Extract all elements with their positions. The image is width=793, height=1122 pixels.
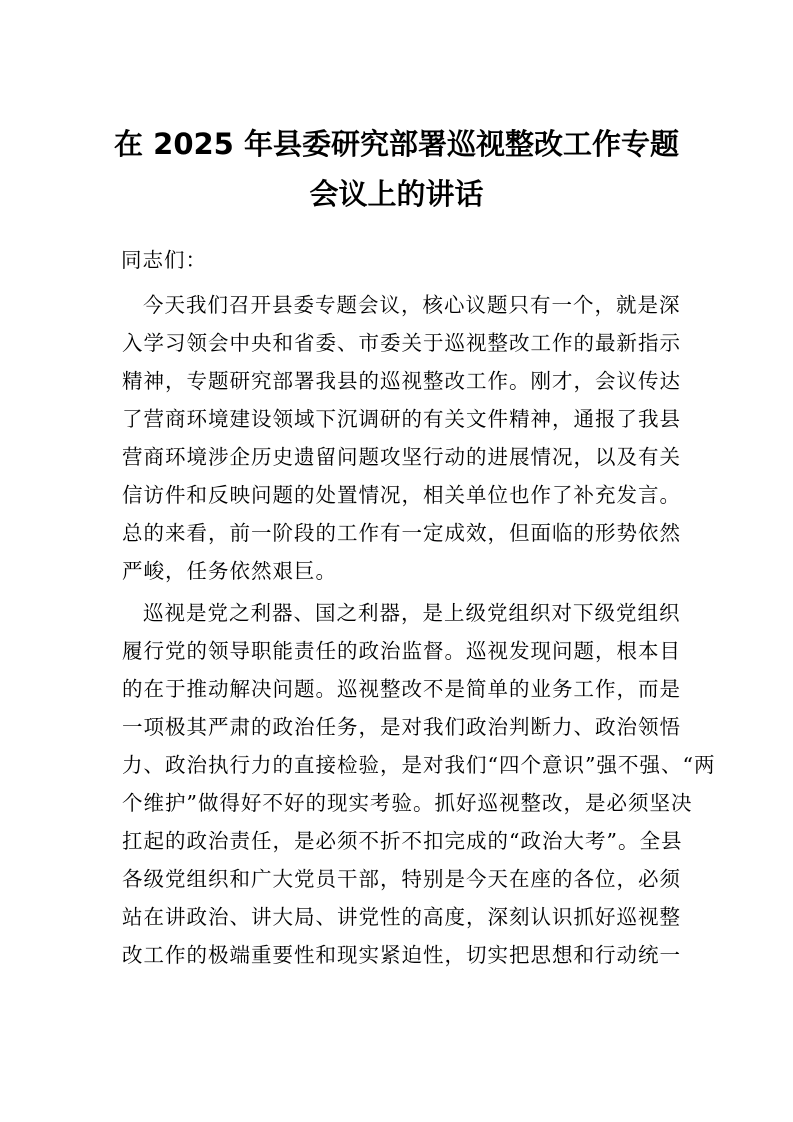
- paragraph-1-line: 今天我们召开县委专题会议，核心议题只有一个，就是深: [143, 293, 681, 317]
- paragraph-1-line: 总的来看，前一阶段的工作有一定成效，但面临的形势依然: [122, 521, 681, 545]
- paragraph-1-line: 精神，专题研究部署我县的巡视整改工作。刚才，会议传达: [122, 369, 681, 393]
- paragraph-1-line: 了营商环境建设领域下沉调研的有关文件精神，通报了我县: [122, 407, 681, 431]
- paragraph-2-line: 巡视是党之利器、国之利器，是上级党组织对下级党组织: [143, 601, 681, 625]
- document-title-line-2: 会议上的讲话: [309, 177, 484, 211]
- paragraph-2-line: 履行党的领导职能责任的政治监督。巡视发现问题，根本目: [122, 639, 681, 663]
- paragraph-1-line: 营商环境涉企历史遗留问题攻坚行动的进展情况，以及有关: [122, 445, 681, 469]
- paragraph-1-line: 严峻，任务依然艰巨。: [122, 559, 337, 583]
- paragraph-2-line: 各级党组织和广大党员干部，特别是今天在座的各位，必须: [122, 867, 681, 891]
- paragraph-2-line: 站在讲政治、讲大局、讲党性的高度，深刻认识抓好巡视整: [122, 905, 681, 929]
- paragraph-2-line: 改工作的极端重要性和现实紧迫性，切实把思想和行动统一: [122, 943, 681, 967]
- paragraph-2-line: 扛起的政治责任，是必须不折不扣完成的“政治大考”。全县: [122, 829, 683, 853]
- paragraph-2-line: 个维护”做得好不好的现实考验。抓好巡视整改，是必须坚决: [122, 791, 693, 815]
- paragraph-2-line: 的在于推动解决问题。巡视整改不是简单的业务工作，而是: [122, 677, 681, 701]
- paragraph-2-line: 一项极其严肃的政治任务，是对我们政治判断力、政治领悟: [122, 715, 681, 739]
- paragraph-1-line: 入学习领会中央和省委、市委关于巡视整改工作的最新指示: [122, 331, 681, 355]
- document-title-line-1: 在 2025 年县委研究部署巡视整改工作专题: [114, 127, 679, 161]
- paragraph-2-line: 力、政治执行力的直接检验，是对我们“四个意识”强不强、“两: [122, 753, 716, 777]
- salutation: 同志们：: [121, 248, 207, 272]
- paragraph-1-line: 信访件和反映问题的处置情况，相关单位也作了补充发言。: [122, 483, 681, 507]
